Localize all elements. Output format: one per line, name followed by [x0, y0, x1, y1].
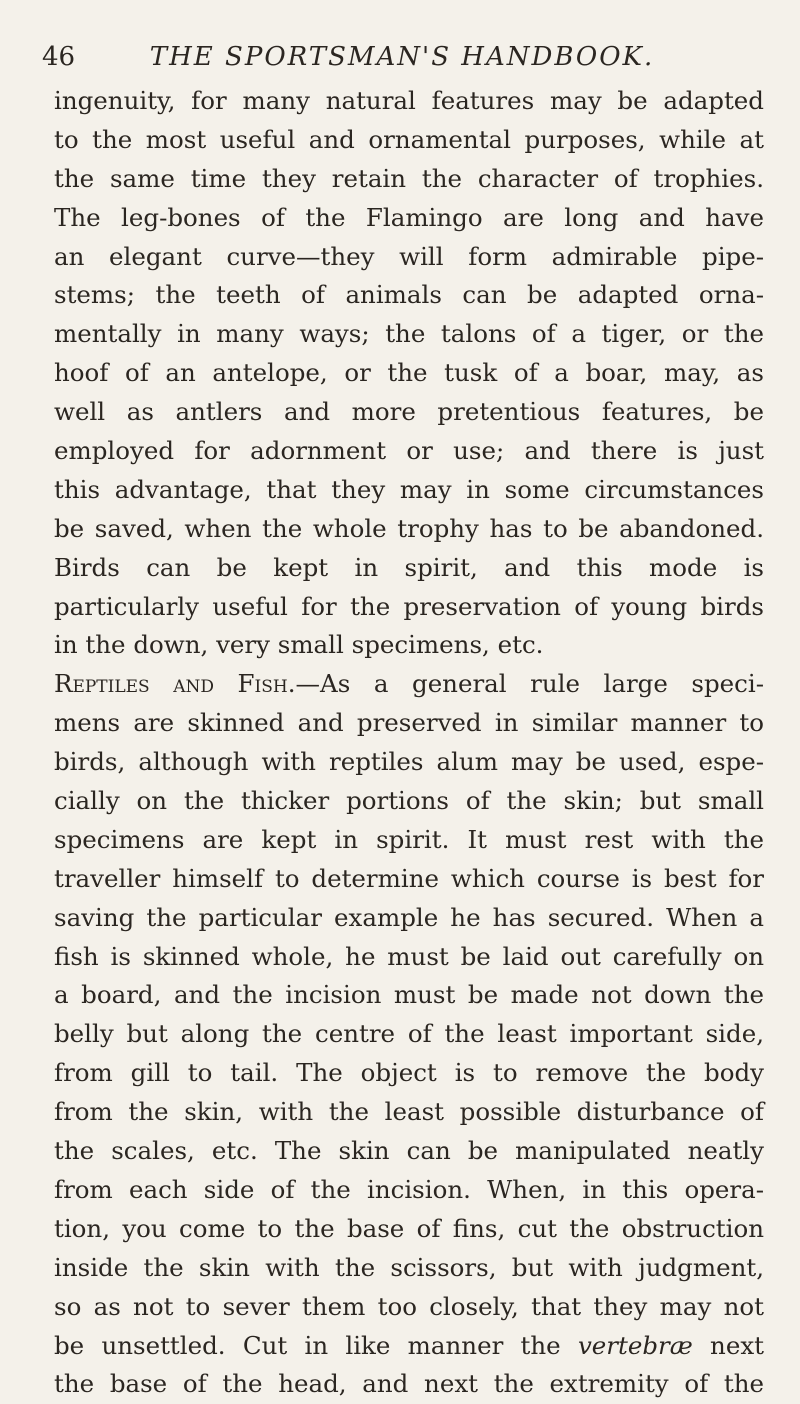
body-line: hoof of an antelope, or the tusk of a boar, may, as	[54, 358, 764, 388]
body-line: in the down, very small specimens, etc.	[54, 630, 544, 660]
body-line: The leg-bones of the Flamingo are long and have	[54, 202, 764, 232]
body-line: traveller himself to determine which course is best for	[54, 863, 764, 893]
body-line: Birds can be kept in spirit, and this mode is	[54, 552, 764, 582]
body-line: ingenuity, for many natural features may be adapted	[54, 86, 764, 115]
body-line: mentally in many ways; the talons of a tiger, or the	[54, 319, 764, 349]
section-heading-line: Reptiles and Fish.—As a general rule large speci-	[54, 669, 764, 699]
page-number: 46	[42, 42, 76, 72]
body-line: mens are skinned and preserved in similar manner to	[54, 708, 764, 738]
body-line: employed for adornment or use; and there is just	[54, 436, 764, 466]
body-line: belly but along the centre of the least important side,	[54, 1019, 764, 1049]
body-line: specimens are kept in spirit. It must rest with the	[54, 824, 764, 854]
body-line: saving the particular example he has secured. When a	[54, 902, 764, 932]
body-text	[54, 82, 764, 1404]
body-line: from each side of the incision. When, in this opera-	[54, 1174, 764, 1204]
book-title: THE SPORTSMAN'S HANDBOOK.	[149, 42, 655, 72]
body-line: be saved, when the whole trophy has to be abandoned.	[54, 513, 764, 543]
body-line: from gill to tail. The object is to remove the body	[54, 1058, 764, 1088]
body-line: birds, although with reptiles alum may be used, espe-	[54, 747, 764, 777]
body-line: to the most useful and ornamental purposes, while at	[54, 124, 764, 154]
body-line: from the skin, with the least possible disturbance of	[54, 1097, 764, 1127]
body-line: the scales, etc. The skin can be manipulated neatly	[54, 1136, 764, 1166]
body-line: particularly useful for the preservation of young birds	[54, 591, 764, 621]
body-line: an elegant curve—they will form admirable pipe-	[54, 241, 764, 271]
body-line: the base of the head, and next the extremity of the	[54, 1369, 764, 1399]
body-line: tion, you come to the base of fins, cut the obstruction	[54, 1213, 764, 1243]
running-head	[42, 40, 762, 74]
italic-line: be unsettled. Cut in like manner the vertebræ next	[54, 1330, 764, 1360]
body-line: inside the skin with the scissors, but with judgment,	[54, 1252, 764, 1282]
body-line: so as not to sever them too closely, that they may not	[54, 1291, 764, 1321]
body-line: cially on the thicker portions of the skin; but small	[54, 786, 764, 816]
body-line: stems; the teeth of animals can be adapted orna-	[54, 280, 764, 310]
body-line: well as antlers and more pretentious features, be	[54, 397, 764, 427]
section-heading: Reptiles and Fish.	[54, 669, 296, 699]
body-line: fish is skinned whole, he must be laid out carefully on	[54, 941, 764, 971]
body-line: this advantage, that they may in some circumstances	[54, 474, 764, 504]
italic-word: vertebræ	[577, 1330, 693, 1360]
body-line: the same time they retain the character of trophies.	[54, 163, 764, 193]
body-line: a board, and the incision must be made not down the	[54, 980, 764, 1010]
